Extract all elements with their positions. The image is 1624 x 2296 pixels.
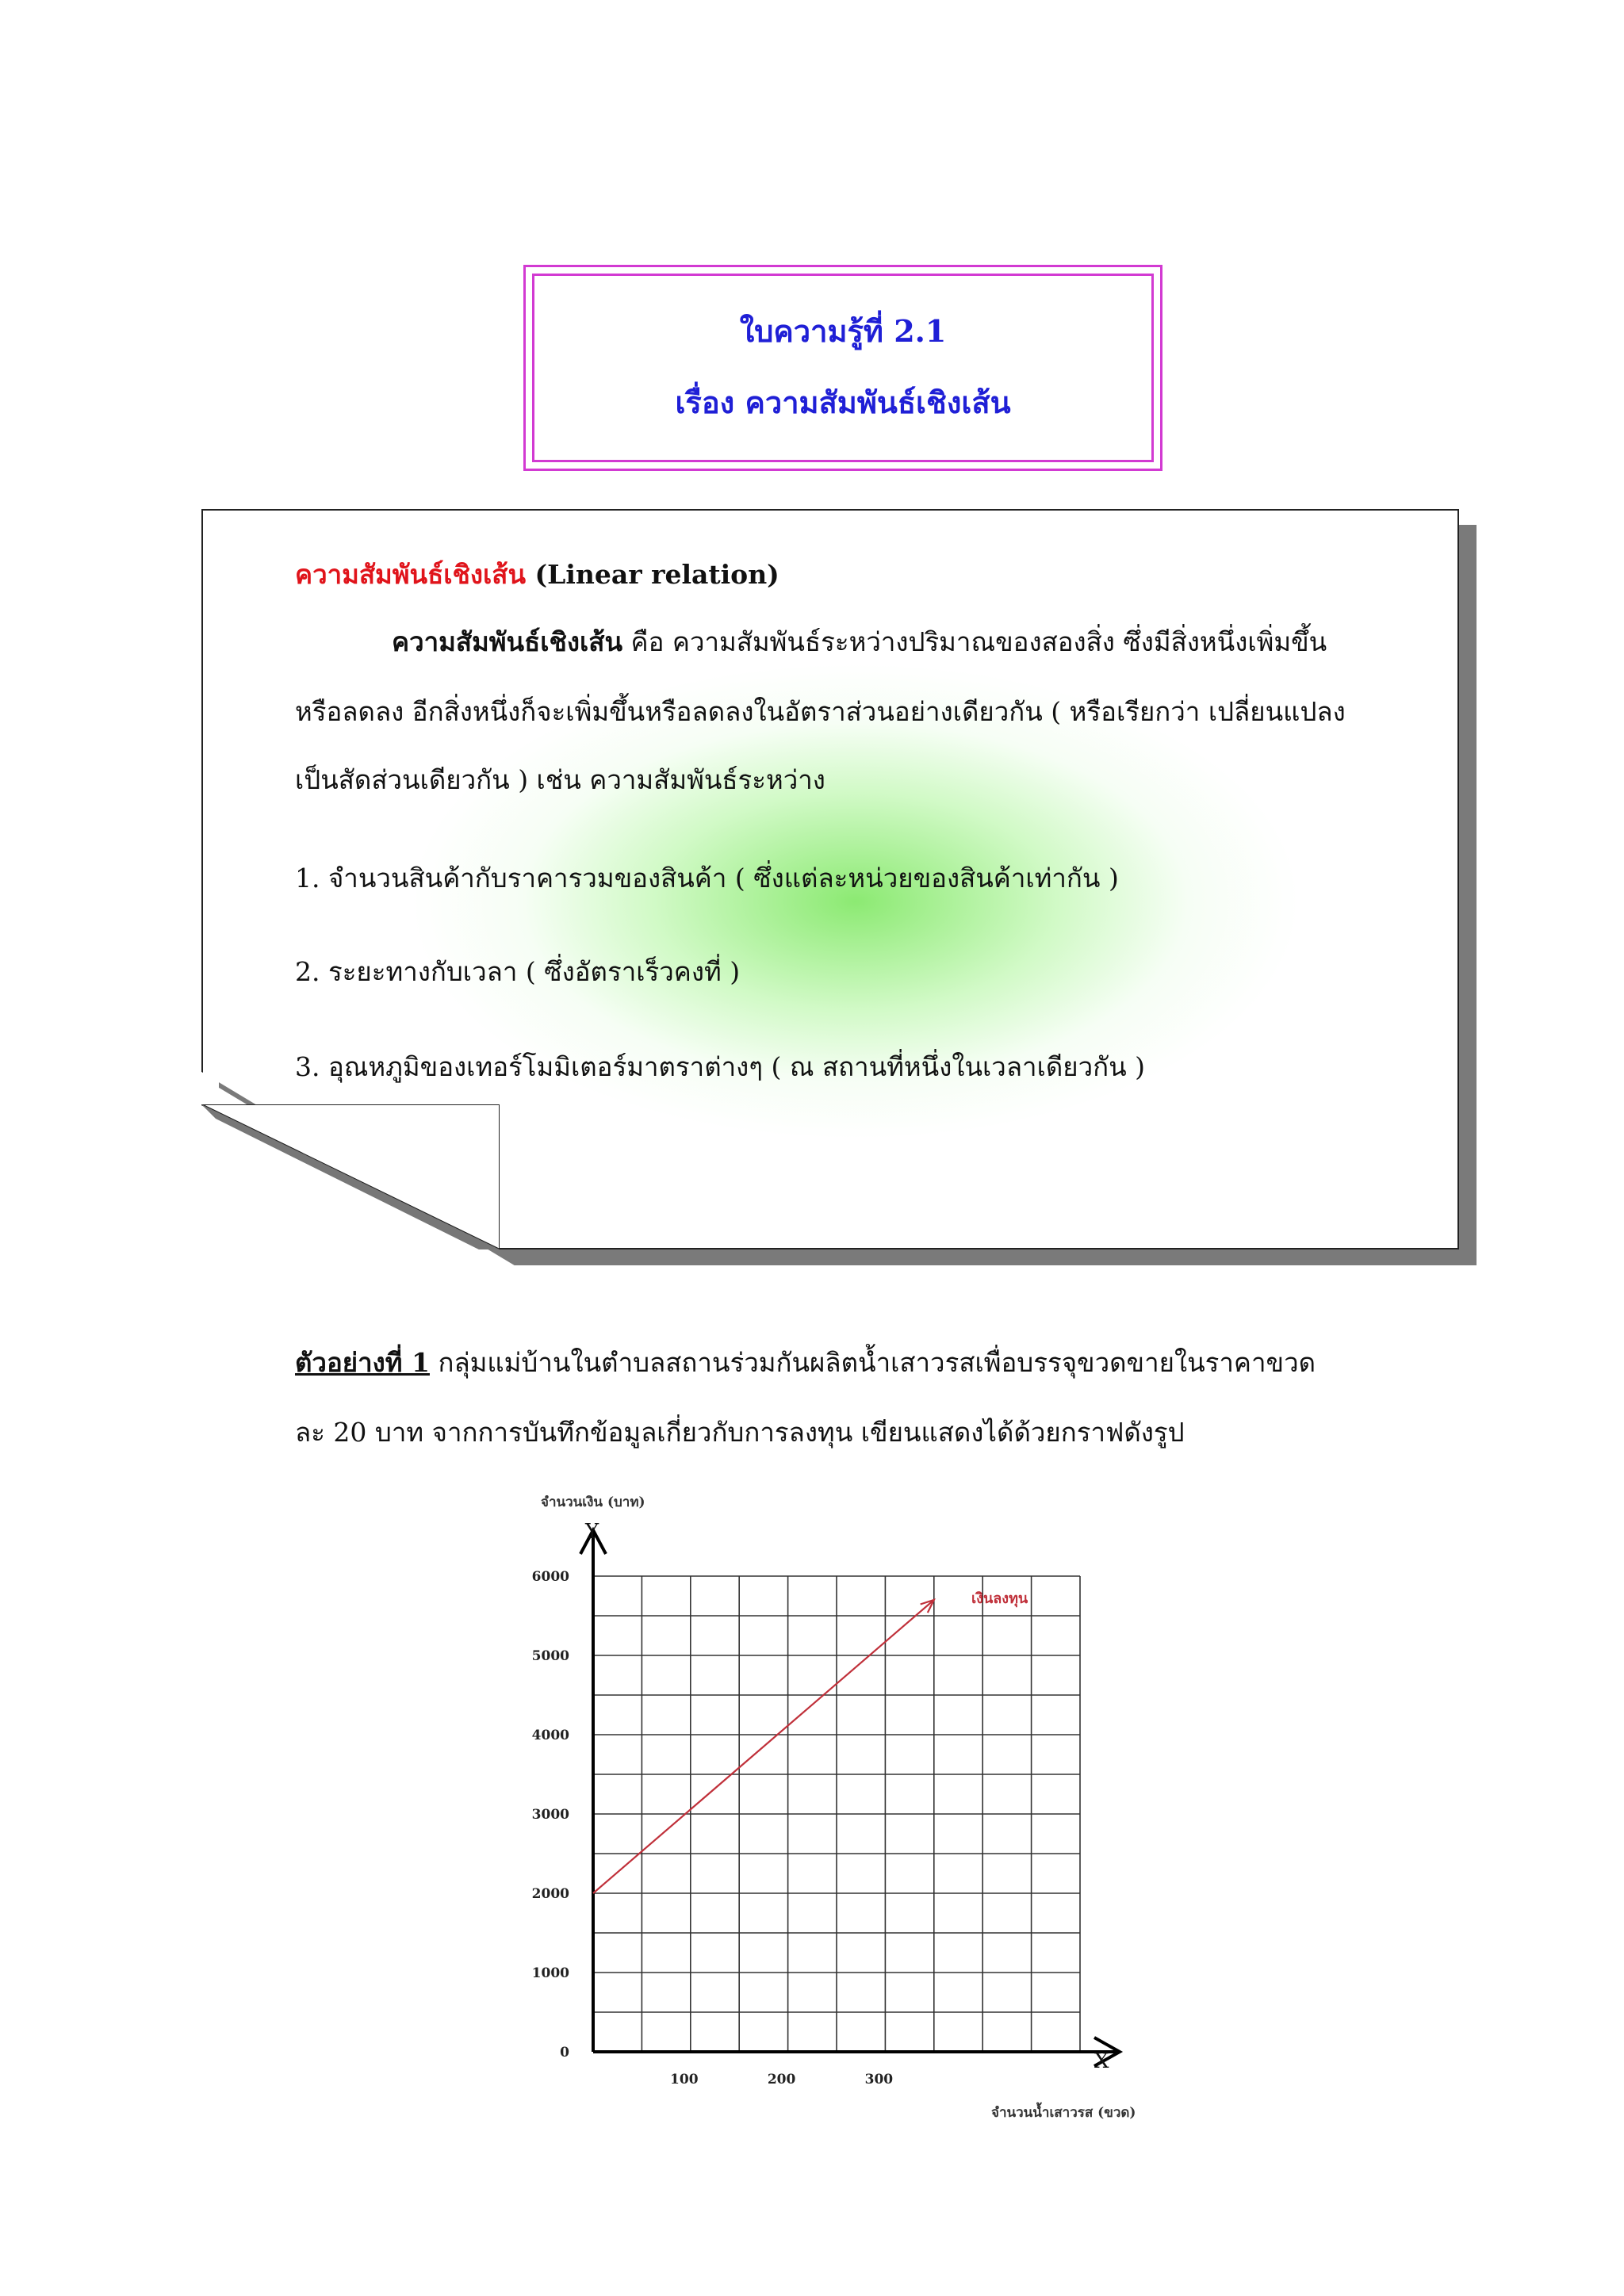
card-heading <box>295 559 1421 591</box>
definition-text: คือ ความสัมพันธ์ระหว่างปริมาณของสองสิ่ง ซึ่งมีสิ่งหนึ่งเพิ่มขึ้น <box>622 626 1327 657</box>
series-label: เงินลงทุน <box>971 1590 1028 1607</box>
x-axis-label: จำนวนน้ำเสาวรส (ขวด) <box>991 2105 1136 2121</box>
y-tick-label: 1000 <box>531 1965 569 1981</box>
y-axis-letter: Y <box>585 1520 599 1544</box>
y-tick-label: 0 <box>560 2045 569 2061</box>
page-curl <box>201 1104 500 1249</box>
example-text: กลุ่มแม่บ้านในตำบลสถานร่วมกันผลิตน้ำเสาวรสเพื่อบรรจุขวดขายในราคาขวด <box>429 1347 1316 1378</box>
y-tick-label: 3000 <box>531 1807 569 1823</box>
chart-ticks <box>532 1569 894 2087</box>
definition-line-3: เป็นสัดส่วนเดียวกัน ) เช่น ความสัมพันธ์ระหว่าง <box>295 764 825 795</box>
list-item: 1. จำนวนสินค้ากับราคารวมของสินค้า ( ซึ่งแต่ละหน่วยของสินค้าเท่ากัน ) <box>295 863 1119 894</box>
card-heading-english: (Linear relation) <box>526 559 779 590</box>
y-tick-label: 6000 <box>531 1569 569 1585</box>
x-axis-letter: X <box>1094 2049 1109 2073</box>
worksheet-number: ใบความรู้ที่ 2.1 <box>739 313 947 349</box>
x-tick-label: 100 <box>670 2072 699 2087</box>
x-tick-label: 300 <box>864 2072 894 2087</box>
chart-series <box>593 1600 934 1893</box>
example-line-1 <box>295 1341 1421 1383</box>
title-box <box>523 265 1162 471</box>
list-item: 2. ระยะทางกับเวลา ( ซึ่งอัตราเร็วคงที่ ) <box>295 956 741 987</box>
title-box-inner-border <box>532 274 1154 462</box>
example-line-2: ละ 20 บาท จากการบันทึกข้อมูลเกี่ยวกับการลงทุน เขียนแสดงได้ด้วยกราฟดังรูป <box>295 1417 1185 1448</box>
list-item: 3. อุณหภูมิของเทอร์โมมิเตอร์มาตราต่างๆ ( ณ สถานที่หนึ่งในเวลาเดียวกัน ) <box>295 1051 1146 1082</box>
investment-chart <box>508 1483 1221 2133</box>
chart-axes <box>580 1530 1120 2066</box>
definition-line-2: หรือลดลง อีกสิ่งหนึ่งก็จะเพิ่มขึ้นหรือลดลงในอัตราส่วนอย่างเดียวกัน ( หรือเรียกว่า เปลี่ยนแปลง <box>295 696 1346 727</box>
y-tick-label: 5000 <box>531 1648 569 1664</box>
y-axis-label: จำนวนเงิน (บาท) <box>541 1494 645 1510</box>
y-tick-label: 2000 <box>531 1886 569 1902</box>
card-heading-thai: ความสัมพันธ์เชิงเส้น <box>295 559 527 590</box>
example-label: ตัวอย่างที่ 1 <box>295 1347 430 1378</box>
worksheet-topic: เรื่อง ความสัมพันธ์เชิงเส้น <box>675 385 1011 420</box>
x-tick-label: 200 <box>767 2072 796 2087</box>
chart-grid <box>593 1576 1080 2052</box>
definition-term: ความสัมพันธ์เชิงเส้น <box>392 626 623 657</box>
y-tick-label: 4000 <box>531 1728 569 1743</box>
series-line <box>593 1600 934 1893</box>
definition-line-1 <box>392 626 1518 658</box>
